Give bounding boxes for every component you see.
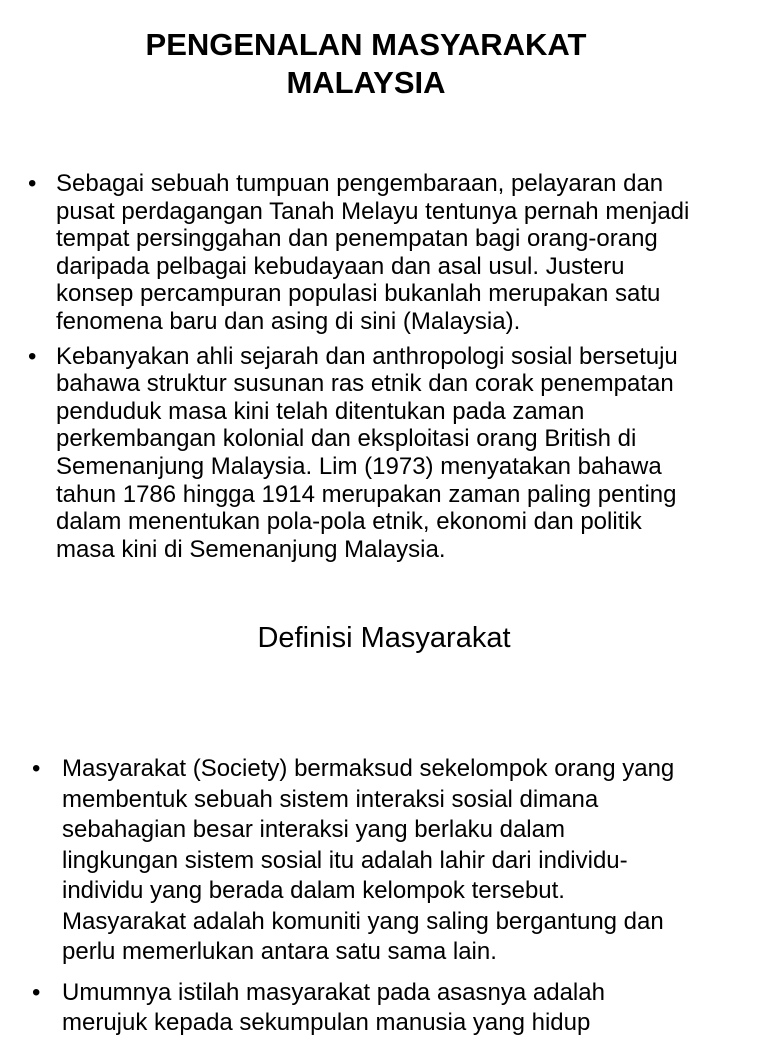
intro-bullet-item xyxy=(28,170,758,336)
text-line: dalam menentukan pola-pola etnik, ekonomi dan politik xyxy=(56,508,642,536)
intro-bullet-list xyxy=(28,170,758,563)
text-line: lingkungan sistem sosial itu adalah lahir dari individu- xyxy=(62,846,628,874)
bullet-point-icon: • xyxy=(32,755,41,782)
definition-bullet-item xyxy=(32,754,762,968)
text-line: Masyarakat adalah komuniti yang saling bergantung dan xyxy=(62,907,664,935)
text-line: daripada pelbagai kebudayaan dan asal usul. Justeru xyxy=(56,252,625,280)
text-line: tahun 1786 hingga 1914 merupakan zaman paling penting xyxy=(56,480,677,508)
bullet-point-icon: • xyxy=(32,978,41,1006)
text-line: tempat persinggahan dan penempatan bagi orang-orang xyxy=(56,225,658,253)
text-line: perkembangan kolonial dan eksploitasi orang British di xyxy=(56,425,637,453)
text-line: Sebagai sebuah tumpuan pengembaraan, pelayaran dan xyxy=(56,170,664,197)
page-title-line-2: MALAYSIA xyxy=(286,65,446,100)
definition-bullet-list xyxy=(32,754,762,1039)
text-line: Umumnya istilah masyarakat pada asasnya adalah xyxy=(62,978,605,1006)
definition-paragraph-1 xyxy=(62,754,762,968)
text-line: Masyarakat (Society) bermaksud sekelompok orang yang xyxy=(62,755,675,782)
definition-paragraph-2 xyxy=(62,978,762,1039)
text-line: konsep percampuran populasi bukanlah merupakan satu xyxy=(56,280,661,308)
page-title-line-1: PENGENALAN MASYARAKAT xyxy=(145,27,587,62)
text-line: penduduk masa kini telah ditentukan pada zaman xyxy=(56,397,585,425)
section-heading-definisi: Definisi Masyarakat xyxy=(257,622,511,654)
page-title xyxy=(0,26,732,102)
text-line: Semenanjung Malaysia. Lim (1973) menyatakan bahawa xyxy=(56,452,662,480)
intro-bullet-item xyxy=(28,343,758,564)
text-line: merujuk kepada sekumpulan manusia yang hidup xyxy=(62,1009,591,1036)
text-line: perlu memerlukan antara satu sama lain. xyxy=(62,938,497,965)
text-line: fenomena baru dan asing di sini (Malaysia). xyxy=(56,307,521,335)
text-line: Kebanyakan ahli sejarah dan anthropologi sosial bersetuju xyxy=(56,342,678,370)
intro-paragraph-2 xyxy=(56,343,758,564)
text-line: membentuk sebuah sistem interaksi sosial dimana xyxy=(62,785,599,813)
bullet-point-icon: • xyxy=(28,170,37,197)
text-line: pusat perdagangan Tanah Melayu tentunya pernah menjadi xyxy=(56,197,690,225)
text-line: bahawa struktur susunan ras etnik dan corak penempatan xyxy=(56,370,674,398)
text-line: sebahagian besar interaksi yang berlaku dalam xyxy=(62,816,565,843)
bullet-point-icon: • xyxy=(28,342,37,370)
definition-bullet-item xyxy=(32,978,762,1039)
text-line: individu yang berada dalam kelompok tersebut. xyxy=(62,877,565,904)
text-line: masa kini di Semenanjung Malaysia. xyxy=(56,535,446,563)
intro-paragraph-1 xyxy=(56,170,758,336)
